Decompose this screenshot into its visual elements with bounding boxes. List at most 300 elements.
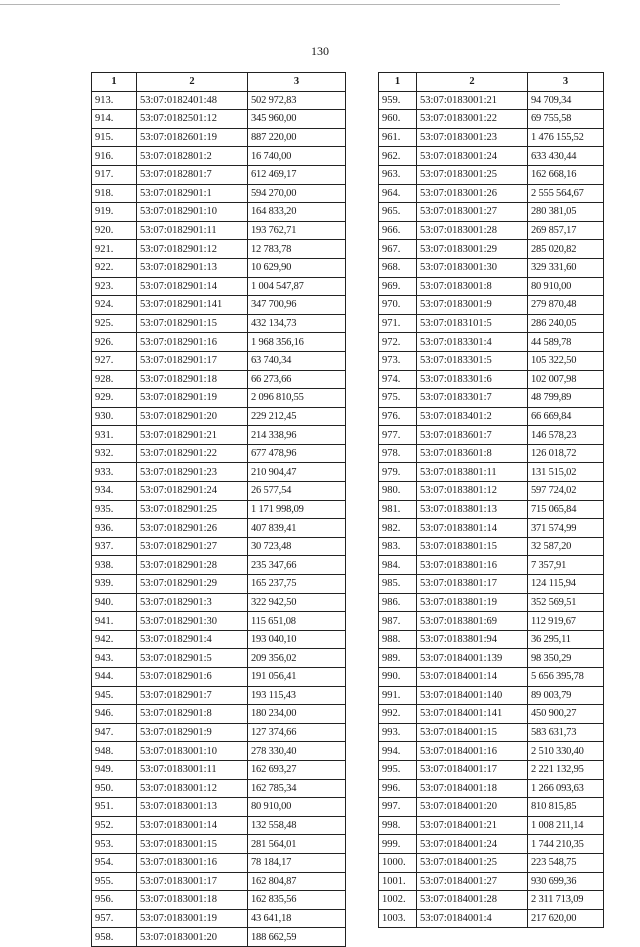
cadastral-value: 188 662,59 [248,928,346,947]
table-row [92,184,346,203]
table-row [379,110,604,129]
page-number: 130 [311,44,329,58]
cadastral-number: 53:07:0182901:1 [137,184,248,203]
cadastral-value: 105 322,50 [528,351,604,370]
row-number: 964. [379,184,417,203]
cadastral-value: 180 234,00 [248,705,346,724]
table-row [379,798,604,817]
row-number: 987. [379,612,417,631]
table-row [92,463,346,482]
row-number: 920. [92,221,137,240]
cadastral-value: 281 564,01 [248,835,346,854]
row-number: 939. [92,575,137,594]
row-number: 946. [92,705,137,724]
cadastral-value: 132 558,48 [248,816,346,835]
row-number: 986. [379,593,417,612]
row-number: 996. [379,779,417,798]
cadastral-number: 53:07:0184001:141 [417,705,528,724]
row-number: 919. [92,203,137,222]
table-row [379,258,604,277]
table-row [379,333,604,352]
cadastral-value: 126 018,72 [528,444,604,463]
cadastral-value: 217 620,00 [528,909,604,928]
left-table-body [92,91,346,946]
cadastral-number: 53:07:0183801:12 [417,482,528,501]
cadastral-value: 633 430,44 [528,147,604,166]
cadastral-number: 53:07:0184001:25 [417,853,528,872]
cadastral-number: 53:07:0182901:24 [137,482,248,501]
cadastral-number: 53:07:0183801:19 [417,593,528,612]
cadastral-number: 53:07:0183001:18 [137,891,248,910]
cadastral-number: 53:07:0183001:17 [137,872,248,891]
row-number: 918. [92,184,137,203]
row-number: 982. [379,519,417,538]
cadastral-number: 53:07:0182901:141 [137,296,248,315]
table-row [92,296,346,315]
row-number: 977. [379,426,417,445]
cadastral-value: 810 815,85 [528,798,604,817]
cadastral-value: 80 910,00 [528,277,604,296]
cadastral-number: 53:07:0182901:29 [137,575,248,594]
table-row [379,742,604,761]
cadastral-number: 53:07:0182901:11 [137,221,248,240]
table-row [379,314,604,333]
table-row [379,686,604,705]
table-row [379,370,604,389]
column-header-number: 1 [92,73,137,92]
cadastral-value: 30 723,48 [248,537,346,556]
row-number: 991. [379,686,417,705]
row-number: 973. [379,351,417,370]
row-number: 938. [92,556,137,575]
table-row [379,537,604,556]
table-row [92,370,346,389]
row-number: 929. [92,389,137,408]
cadastral-number: 53:07:0183001:27 [417,203,528,222]
cadastral-value: 2 510 330,40 [528,742,604,761]
table-row [92,760,346,779]
table-row [92,128,346,147]
row-number: 958. [92,928,137,947]
table-row [92,798,346,817]
cadastral-value: 80 910,00 [248,798,346,817]
table-row [379,426,604,445]
cadastral-value: 329 331,60 [528,258,604,277]
cadastral-value: 165 237,75 [248,575,346,594]
table-row [379,872,604,891]
table-row [92,537,346,556]
cadastral-number: 53:07:0182901:18 [137,370,248,389]
table-row [92,258,346,277]
row-number: 976. [379,407,417,426]
cadastral-number: 53:07:0182901:21 [137,426,248,445]
row-number: 963. [379,165,417,184]
cadastral-number: 53:07:0183001:26 [417,184,528,203]
cadastral-number: 53:07:0183001:23 [417,128,528,147]
left-table [91,72,346,947]
row-number: 969. [379,277,417,296]
cadastral-number: 53:07:0182901:20 [137,407,248,426]
cadastral-number: 53:07:0183801:14 [417,519,528,538]
cadastral-value: 1 004 547,87 [248,277,346,296]
cadastral-number: 53:07:0182901:27 [137,537,248,556]
cadastral-value: 162 804,87 [248,872,346,891]
table-row [379,91,604,110]
cadastral-number: 53:07:0183001:21 [417,91,528,110]
row-number: 924. [92,296,137,315]
cadastral-value: 2 555 564,67 [528,184,604,203]
cadastral-value: 124 115,94 [528,575,604,594]
row-number: 941. [92,612,137,631]
table-row [92,612,346,631]
cadastral-number: 53:07:0184001:4 [417,909,528,928]
table-row [379,835,604,854]
table-row [379,909,604,928]
row-number: 936. [92,519,137,538]
cadastral-number: 53:07:0182901:26 [137,519,248,538]
cadastral-number: 53:07:0183001:15 [137,835,248,854]
row-number: 951. [92,798,137,817]
table-row [92,426,346,445]
cadastral-number: 53:07:0184001:24 [417,835,528,854]
cadastral-number: 53:07:0184001:18 [417,779,528,798]
table-row [92,909,346,928]
column-header-value: 3 [248,73,346,92]
table-row [92,519,346,538]
table-row [92,556,346,575]
cadastral-value: 1 266 093,63 [528,779,604,798]
row-number: 913. [92,91,137,110]
row-number: 934. [92,482,137,501]
table-row [379,779,604,798]
table-row [379,853,604,872]
cadastral-number: 53:07:0183801:69 [417,612,528,631]
cadastral-value: 5 656 395,78 [528,668,604,687]
row-number: 922. [92,258,137,277]
row-number: 953. [92,835,137,854]
cadastral-number: 53:07:0183301:6 [417,370,528,389]
cadastral-value: 285 020,82 [528,240,604,259]
row-number: 955. [92,872,137,891]
right-table-body [379,91,604,928]
cadastral-number: 53:07:0182401:48 [137,91,248,110]
cadastral-number: 53:07:0182901:13 [137,258,248,277]
row-number: 974. [379,370,417,389]
cadastral-number: 53:07:0182901:14 [137,277,248,296]
column-header-number: 1 [379,73,417,92]
table-row [92,779,346,798]
cadastral-value: 322 942,50 [248,593,346,612]
cadastral-value: 347 700,96 [248,296,346,315]
row-number: 1001. [379,872,417,891]
cadastral-value: 887 220,00 [248,128,346,147]
cadastral-number: 53:07:0184001:20 [417,798,528,817]
row-number: 1003. [379,909,417,928]
cadastral-number: 53:07:0183001:19 [137,909,248,928]
cadastral-value: 16 740,00 [248,147,346,166]
cadastral-value: 44 589,78 [528,333,604,352]
cadastral-value: 12 783,78 [248,240,346,259]
cadastral-number: 53:07:0183801:11 [417,463,528,482]
cadastral-number: 53:07:0183601:8 [417,444,528,463]
row-number: 984. [379,556,417,575]
cadastral-value: 10 629,90 [248,258,346,277]
cadastral-value: 1 008 211,14 [528,816,604,835]
cadastral-number: 53:07:0183801:94 [417,630,528,649]
table-row [92,649,346,668]
cadastral-number: 53:07:0184001:27 [417,872,528,891]
row-number: 927. [92,351,137,370]
cadastral-number: 53:07:0182901:30 [137,612,248,631]
row-number: 983. [379,537,417,556]
cadastral-number: 53:07:0183001:11 [137,760,248,779]
cadastral-value: 407 839,41 [248,519,346,538]
table-row [92,500,346,519]
cadastral-number: 53:07:0182901:10 [137,203,248,222]
cadastral-number: 53:07:0182901:12 [137,240,248,259]
cadastral-value: 432 134,73 [248,314,346,333]
row-number: 959. [379,91,417,110]
cadastral-number: 53:07:0182901:6 [137,668,248,687]
cadastral-value: 89 003,79 [528,686,604,705]
cadastral-number: 53:07:0183001:16 [137,853,248,872]
table-row [379,407,604,426]
row-number: 916. [92,147,137,166]
cadastral-value: 162 785,34 [248,779,346,798]
table-row [379,519,604,538]
table-row [379,296,604,315]
cadastral-number: 53:07:0183301:5 [417,351,528,370]
table-row [379,500,604,519]
cadastral-number: 53:07:0182901:25 [137,500,248,519]
table-row [379,221,604,240]
cadastral-value: 36 295,11 [528,630,604,649]
cadastral-number: 53:07:0182501:12 [137,110,248,129]
cadastral-value: 597 724,02 [528,482,604,501]
table-row [379,760,604,779]
cadastral-value: 229 212,45 [248,407,346,426]
cadastral-value: 214 338,96 [248,426,346,445]
row-number: 945. [92,686,137,705]
row-number: 1002. [379,891,417,910]
cadastral-value: 345 960,00 [248,110,346,129]
table-row [92,333,346,352]
table-row [92,593,346,612]
cadastral-value: 280 381,05 [528,203,604,222]
row-number: 949. [92,760,137,779]
table-row [92,147,346,166]
cadastral-number: 53:07:0183001:9 [417,296,528,315]
table-row [379,630,604,649]
cadastral-value: 352 569,51 [528,593,604,612]
row-number: 952. [92,816,137,835]
cadastral-value: 131 515,02 [528,463,604,482]
cadastral-number: 53:07:0184001:16 [417,742,528,761]
row-number: 940. [92,593,137,612]
row-number: 921. [92,240,137,259]
table-row [92,686,346,705]
row-number: 965. [379,203,417,222]
table-row [92,351,346,370]
row-number: 956. [92,891,137,910]
cadastral-number: 53:07:0182901:16 [137,333,248,352]
cadastral-value: 223 548,75 [528,853,604,872]
cadastral-value: 715 065,84 [528,500,604,519]
cadastral-number: 53:07:0183001:13 [137,798,248,817]
row-number: 989. [379,649,417,668]
cadastral-value: 1 968 356,16 [248,333,346,352]
cadastral-value: 1 476 155,52 [528,128,604,147]
table-row [379,723,604,742]
cadastral-number: 53:07:0184001:140 [417,686,528,705]
table-row [92,853,346,872]
cadastral-value: 279 870,48 [528,296,604,315]
cadastral-number: 53:07:0183001:24 [417,147,528,166]
table-row [379,203,604,222]
row-number: 944. [92,668,137,687]
cadastral-number: 53:07:0184001:139 [417,649,528,668]
cadastral-value: 162 668,16 [528,165,604,184]
right-table [378,72,604,928]
row-number: 971. [379,314,417,333]
row-number: 998. [379,816,417,835]
cadastral-value: 2 096 810,55 [248,389,346,408]
cadastral-number: 53:07:0182801:2 [137,147,248,166]
table-row [379,612,604,631]
cadastral-number: 53:07:0183001:25 [417,165,528,184]
row-number: 992. [379,705,417,724]
cadastral-value: 43 641,18 [248,909,346,928]
row-number: 962. [379,147,417,166]
table-row [92,835,346,854]
table-row [379,668,604,687]
cadastral-number: 53:07:0184001:15 [417,723,528,742]
cadastral-number: 53:07:0184001:14 [417,668,528,687]
cadastral-value: 7 357,91 [528,556,604,575]
table-row [92,277,346,296]
row-number: 937. [92,537,137,556]
row-number: 933. [92,463,137,482]
row-number: 979. [379,463,417,482]
table-row [92,221,346,240]
cadastral-value: 63 740,34 [248,351,346,370]
cadastral-value: 286 240,05 [528,314,604,333]
cadastral-value: 278 330,40 [248,742,346,761]
row-number: 972. [379,333,417,352]
column-header-value: 3 [528,73,604,92]
cadastral-number: 53:07:0182901:17 [137,351,248,370]
cadastral-number: 53:07:0183301:4 [417,333,528,352]
table-row [379,649,604,668]
cadastral-number: 53:07:0183001:28 [417,221,528,240]
table-row [379,389,604,408]
row-number: 931. [92,426,137,445]
cadastral-value: 162 693,27 [248,760,346,779]
table-row [379,705,604,724]
table-row [92,705,346,724]
table-row [92,891,346,910]
table-row [379,575,604,594]
cadastral-number: 53:07:0182901:22 [137,444,248,463]
table-row [92,407,346,426]
cadastral-value: 162 835,56 [248,891,346,910]
table-row [92,928,346,947]
cadastral-value: 1 744 210,35 [528,835,604,854]
cadastral-value: 69 755,58 [528,110,604,129]
row-number: 993. [379,723,417,742]
cadastral-number: 53:07:0182901:15 [137,314,248,333]
table-row [379,184,604,203]
row-number: 999. [379,835,417,854]
cadastral-number: 53:07:0182901:19 [137,389,248,408]
header-row [379,73,604,92]
cadastral-number: 53:07:0182601:19 [137,128,248,147]
row-number: 967. [379,240,417,259]
table-row [379,128,604,147]
cadastral-number: 53:07:0183801:17 [417,575,528,594]
column-header-cadastral: 2 [137,73,248,92]
row-number: 997. [379,798,417,817]
table-row [92,723,346,742]
top-rule [0,4,560,5]
header-row [92,73,346,92]
cadastral-value: 164 833,20 [248,203,346,222]
table-row [379,240,604,259]
row-number: 981. [379,500,417,519]
table-row [379,556,604,575]
table-row [92,203,346,222]
cadastral-value: 450 900,27 [528,705,604,724]
cadastral-value: 2 221 132,95 [528,760,604,779]
cadastral-value: 371 574,99 [528,519,604,538]
cadastral-value: 235 347,66 [248,556,346,575]
cadastral-number: 53:07:0183001:29 [417,240,528,259]
cadastral-value: 209 356,02 [248,649,346,668]
table-row [92,389,346,408]
cadastral-value: 26 577,54 [248,482,346,501]
cadastral-number: 53:07:0184001:28 [417,891,528,910]
row-number: 1000. [379,853,417,872]
cadastral-number: 53:07:0184001:17 [417,760,528,779]
cadastral-number: 53:07:0183001:30 [417,258,528,277]
cadastral-value: 1 171 998,09 [248,500,346,519]
cadastral-number: 53:07:0182901:4 [137,630,248,649]
cadastral-value: 98 350,29 [528,649,604,668]
row-number: 957. [92,909,137,928]
row-number: 925. [92,314,137,333]
row-number: 968. [379,258,417,277]
cadastral-number: 53:07:0183801:16 [417,556,528,575]
cadastral-value: 66 273,66 [248,370,346,389]
column-header-cadastral: 2 [417,73,528,92]
cadastral-number: 53:07:0182901:7 [137,686,248,705]
table-row [379,351,604,370]
table-row [379,277,604,296]
row-number: 975. [379,389,417,408]
cadastral-number: 53:07:0183601:7 [417,426,528,445]
cadastral-value: 48 799,89 [528,389,604,408]
table-row [92,575,346,594]
cadastral-number: 53:07:0183001:12 [137,779,248,798]
cadastral-number: 53:07:0183801:15 [417,537,528,556]
row-number: 930. [92,407,137,426]
cadastral-number: 53:07:0183001:20 [137,928,248,947]
table-row [379,165,604,184]
cadastral-number: 53:07:0183001:8 [417,277,528,296]
table-row [379,463,604,482]
cadastral-value: 2 311 713,09 [528,891,604,910]
cadastral-value: 193 762,71 [248,221,346,240]
